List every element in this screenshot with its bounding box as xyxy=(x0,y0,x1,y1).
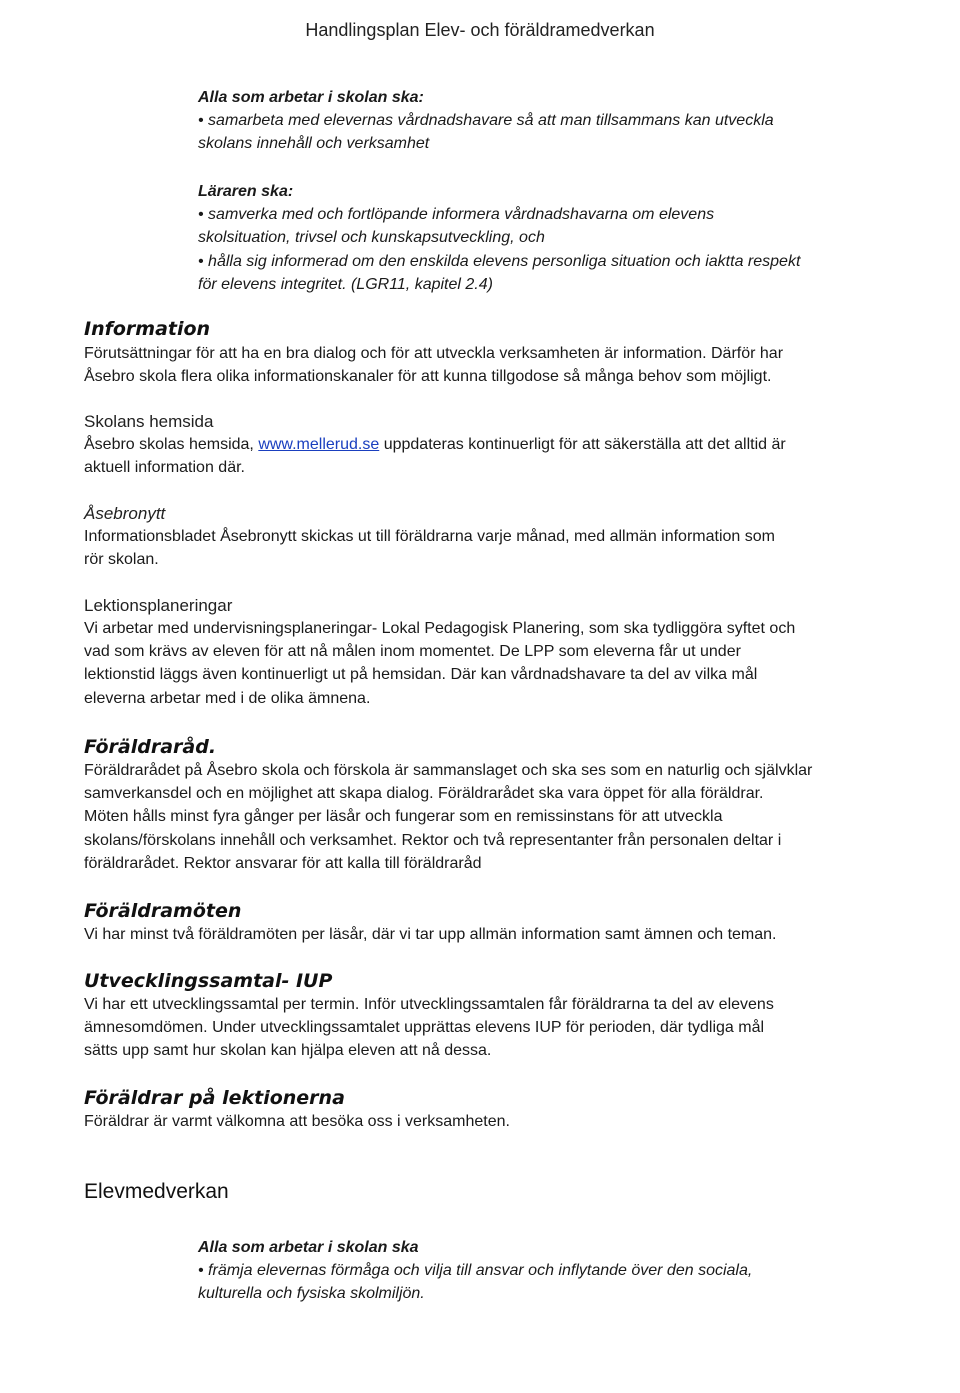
section-text: Föräldrarådet på Åsebro skola och förskola är sammanslaget och ska ses som en naturlig och självklar xyxy=(84,762,813,779)
student-participation-list xyxy=(198,1236,898,1306)
intro-teacher-line: för elevens integritet. (LGR11, kapitel 2.4) xyxy=(198,275,493,293)
section-parents-in-class xyxy=(84,1087,884,1133)
section-parent-meetings xyxy=(84,900,884,946)
intro-teacher-heading: Läraren ska: xyxy=(198,183,294,200)
section-text: Möten hålls minst fyra gånger per läsår och fungerar som en remissinstans för att utveckla xyxy=(84,808,723,826)
section-heading: Föräldramöten xyxy=(84,900,242,922)
intro-teacher xyxy=(198,180,898,296)
intro-all-staff xyxy=(198,86,898,156)
section-text: Föräldrar är varmt välkomna att besöka oss i verksamheten. xyxy=(84,1113,510,1130)
website-link[interactable]: www.mellerud.se xyxy=(258,436,380,453)
section-heading: Elevmedverkan xyxy=(84,1180,229,1203)
section-parent-council xyxy=(84,736,884,875)
section-text: Informationsbladet Åsebronytt skickas ut till föräldrarna varje månad, med allmän information som xyxy=(84,528,775,545)
intro-teacher-line: • samverka med och fortlöpande informera vårdnadshavarna om elevens xyxy=(198,206,715,224)
section-text: rör skolan. xyxy=(84,551,159,569)
section-heading: Föräldraråd. xyxy=(84,736,217,758)
section-text: samverkansdel och en möjlighet att skapa dialog. Föräldrarådet ska vara öppet för alla föräldrar. xyxy=(84,785,764,803)
intro-teacher-line: skolsituation, trivsel och kunskapsutveckling, och xyxy=(198,229,545,247)
section-text: skolans/förskolans innehåll och verksamhet. Rektor och två representanter från personalen deltar i xyxy=(84,831,782,849)
section-heading: Föräldrar på lektionerna xyxy=(84,1087,345,1109)
section-heading: Utvecklingssamtal- IUP xyxy=(84,970,333,992)
intro-teacher-line: • hålla sig informerad om den enskilda elevens personliga situation och iaktta respekt xyxy=(198,252,801,270)
section-text xyxy=(84,433,884,456)
section-text: Vi har ett utvecklingssamtal per termin. Inför utvecklingssamtalen får föräldrarna ta del av elevens xyxy=(84,996,774,1013)
section-text: föräldrarådet. Rektor ansvarar för att kalla till föräldraråd xyxy=(84,854,482,872)
section-heading: Lektionsplaneringar xyxy=(84,596,233,615)
section-text: aktuell information där. xyxy=(84,459,245,477)
section-text: Förutsättningar för att ha en bra dialog och för att utveckla verksamheten är information. Därför har xyxy=(84,345,784,362)
section-text: Vi har minst två föräldramöten per läsår, där vi tar upp allmän information samt ämnen och teman. xyxy=(84,926,777,943)
intro-all-staff-heading: Alla som arbetar i skolan ska: xyxy=(198,89,424,106)
intro-all-staff-line: skolans innehåll och verksamhet xyxy=(198,135,430,153)
section-heading: Åsebronytt xyxy=(84,504,166,523)
section-heading: Skolans hemsida xyxy=(84,412,214,431)
section-text: eleverna arbetar med i de olika ämnena. xyxy=(84,689,371,707)
section-text: sätts upp samt hur skolan kan hjälpa eleven att nå dessa. xyxy=(84,1042,492,1060)
section-text: Åsebro skola flera olika informationskanaler för att kunna tillgodose så många behov som möjligt. xyxy=(84,368,772,386)
student-participation-line: • främja elevernas förmåga och vilja till ansvar och inflytande över den sociala, xyxy=(198,1262,753,1280)
section-text: Vi arbetar med undervisningsplaneringar- Lokal Pedagogisk Planering, som ska tydliggöra syftet och xyxy=(84,620,796,637)
section-heading: Information xyxy=(84,318,211,340)
section-website xyxy=(84,412,884,479)
section-information xyxy=(84,318,884,388)
student-participation-subheading: Alla som arbetar i skolan ska xyxy=(198,1239,419,1256)
website-prefix: Åsebro skolas hemsida, xyxy=(84,436,259,453)
section-student-participation xyxy=(84,1180,884,1204)
website-suffix: uppdateras kontinuerligt för att säkerställa att det alltid är xyxy=(379,436,786,453)
section-lesson-plans xyxy=(84,596,884,710)
page-header: Handlingsplan Elev- och föräldramedverkan xyxy=(305,20,655,40)
student-participation-line: kulturella och fysiska skolmiljön. xyxy=(198,1285,425,1303)
section-text: lektionstid läggs även kontinuerligt ut på hemsidan. Där kan vårdnadshavare ta del av vilka mål xyxy=(84,666,758,684)
intro-all-staff-line: • samarbeta med elevernas vårdnadshavare så att man tillsammans kan utveckla xyxy=(198,112,774,130)
section-text: vad som krävs av eleven för att nå målen inom momentet. De LPP som eleverna får ut under xyxy=(84,643,741,661)
section-development-talks xyxy=(84,970,884,1063)
section-text: ämnesomdömen. Under utvecklingssamtalet upprättas elevens IUP för perioden, där tydliga mål xyxy=(84,1019,765,1037)
section-newsletter xyxy=(84,504,884,571)
